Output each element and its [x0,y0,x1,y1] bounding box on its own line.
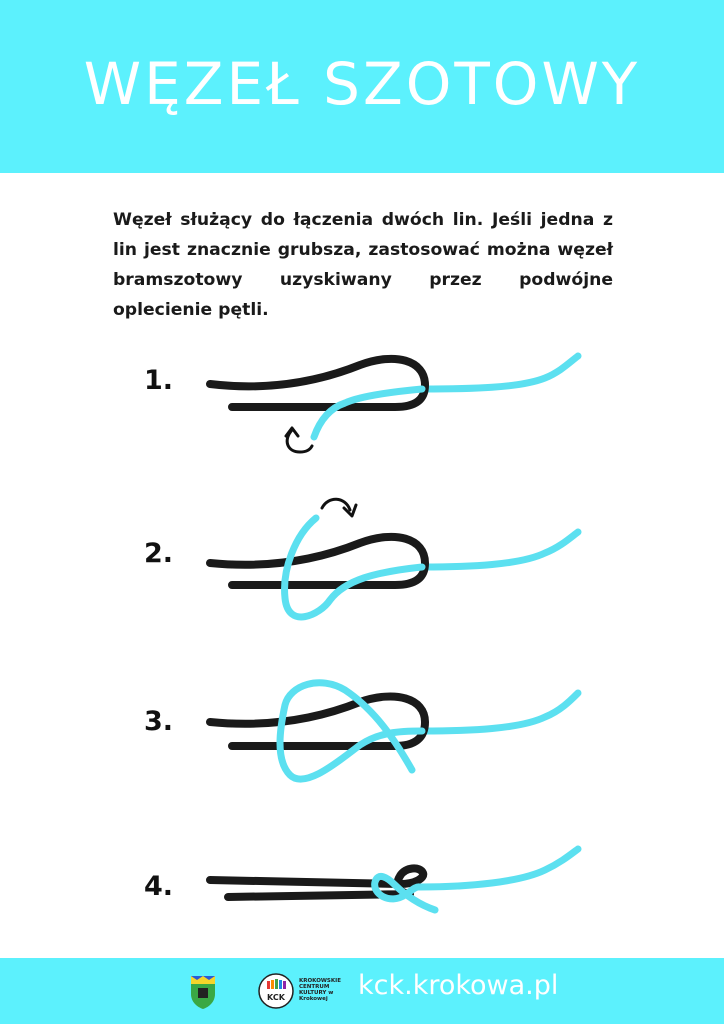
step-2-illustration [210,499,578,617]
step-2-label: 2. [144,538,174,569]
step-4-label: 4. [144,871,174,902]
page-title: WĘZEŁ SZOTOWY [83,49,641,118]
step-3-illustration [210,683,578,779]
org-name: KROKOWSKIE CENTRUM KULTURY w Krokowej [299,978,341,1002]
website-link[interactable]: kck.krokowa.pl [358,970,559,1001]
kck-logo-icon [257,972,295,1010]
coat-of-arms-icon [189,974,217,1010]
step-3-label: 3. [144,706,174,737]
intro-text: Węzeł służący do łączenia dwóch lin. Jeśli jedna z lin jest znacznie grubsza, zastosować można węzeł bramszotowy uzyskiwany przez podwójne oplecienie pętli. [113,210,613,320]
step-1-label: 1. [144,365,174,396]
step-4-illustration [210,849,578,910]
step-1-illustration [210,356,578,452]
kck-logo-text: KCK [267,993,285,1002]
